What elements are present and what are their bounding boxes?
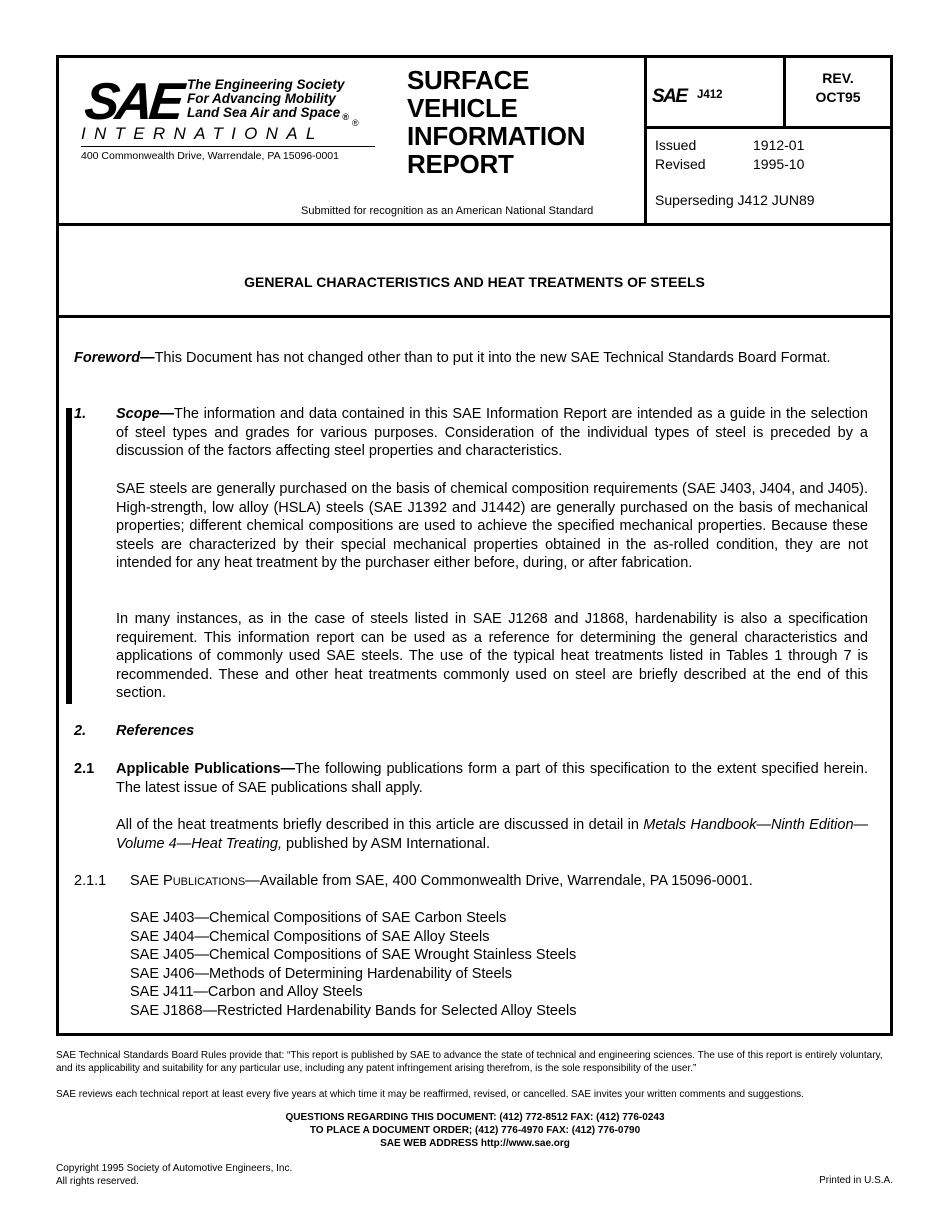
revised-label: Revised <box>655 156 706 172</box>
applicable-label: Applicable Publications— <box>116 761 296 777</box>
tagline-line-3: Land Sea Air and Space $_®$ <box>187 105 349 122</box>
sae-logo: SAE <box>81 73 183 131</box>
asm-text-start: All of the heat treatments briefly described in this article are discussed in detail in <box>116 817 644 833</box>
rights-line: All rights reserved. <box>56 1176 139 1187</box>
applicable-text: The following publications form a part of this specification to the extent specified herein. The latest issue of SAE publications shall apply. <box>116 761 868 796</box>
sae-pub-item: SAE J406—Methods of Determining Hardenability of Steels <box>130 965 513 982</box>
report-type-line-4: REPORT <box>407 149 514 179</box>
sae-pub-item: SAE J403—Chemical Compositions of SAE Carbon Steels <box>130 910 507 926</box>
sae-pubs-heading: SAE PUBLICATIONS—Available from SAE, 400 Commonwealth Drive, Warrendale, PA 15096-0001. <box>130 873 753 889</box>
tagline-line-1: The Engineering Society <box>187 77 345 92</box>
sae-small-logo: SAE <box>652 86 687 107</box>
sae-pub-item: SAE J405—Chemical Compositions of SAE Wrought Stainless Steels <box>130 947 577 964</box>
issued-value: 1912-01 <box>753 137 805 153</box>
scope-number: 1. <box>74 406 87 422</box>
sae-pubs-number: 2.1.1 <box>74 873 107 889</box>
scope-paragraph-1 <box>116 405 868 461</box>
foreword-text: This Document has not changed other than to put it into the new SAE Technical Standards Board Format. <box>154 350 831 366</box>
revision-box <box>786 69 890 107</box>
asm-handbook-title: Metals Handbook—Ninth Edition—Volume 4—Heat Treating, <box>116 817 869 852</box>
asm-text-end: published by ASM International. <box>282 835 490 852</box>
revised-value: 1995-10 <box>753 156 805 172</box>
document-title: GENERAL CHARACTERISTICS AND HEAT TREATMENTS OF STEELS <box>244 274 705 290</box>
web-address-line: SAE WEB ADDRESS http://www.sae.org <box>380 1138 570 1149</box>
report-type-line-2: VEHICLE <box>407 93 518 123</box>
copyright-line: Copyright 1995 Society of Automotive Engineers, Inc. <box>56 1163 293 1174</box>
document-frame <box>56 55 893 1036</box>
logo-tagline <box>187 78 349 124</box>
sae-pub-item: SAE J411—Carbon and Alloy Steels <box>130 984 363 1001</box>
header-divider <box>59 223 890 226</box>
report-type-line-3: INFORMATION <box>407 121 586 151</box>
scope-label: Scope— <box>116 406 175 422</box>
scope-text-1: The information and data contained in this SAE Information Report are intended as a guide in the selection of steel types and grades for various purposes. Consideration of the individual types of steel is preceded by a discussion of the factors affecting steel properties and characteristics. <box>116 406 868 460</box>
report-type-line-1: SURFACE <box>407 65 530 95</box>
document-number: J412 <box>697 89 723 101</box>
report-type <box>407 66 585 178</box>
foreword <box>74 349 868 368</box>
references-number: 2. <box>74 723 87 739</box>
applicable-paragraph <box>116 760 868 797</box>
tsb-rules-note: SAE Technical Standards Board Rules provide that: “This report is published by SAE to advance the state of technical and engineering sciences. The use of this report is entirely voluntary, and its applicability and suitability for any particular use, including any patent infringement arising therefrom, is the sole responsibility of the user.” <box>56 1050 883 1074</box>
asm-paragraph <box>116 816 868 853</box>
rev-value: OCT95 <box>815 89 861 105</box>
questions-line: QUESTIONS REGARDING THIS DOCUMENT: (412) 772-8512 FAX: (412) 776-0243 <box>285 1112 665 1123</box>
sae-pub-item: SAE J1868—Restricted Hardenability Bands for Selected Alloy Steels <box>130 1003 577 1019</box>
applicable-number: 2.1 <box>74 761 95 777</box>
review-note: SAE reviews each technical report at least every five years at which time it may be reaffirmed, revised, or cancelled. SAE invites your written comments and suggestions. <box>56 1089 804 1100</box>
international-registered-mark: ® <box>352 118 359 128</box>
submitted-note: Submitted for recognition as an American National Standard <box>301 205 594 217</box>
tagline-line-2: For Advancing Mobility <box>187 91 336 106</box>
foreword-label: Foreword— <box>74 350 155 366</box>
header-column-divider <box>644 58 647 226</box>
logo-rule <box>81 146 375 147</box>
scope-paragraph-3: In many instances, as in the case of steels listed in SAE J1268 and J1868, hardenability is also a specification requirement. This information report can be used as a reference for determining the general characteristics and applications of commonly used SAE steels. The use of the typical heat treatments listed in Tables 1 through 7 is recommended. These and other heat treatments commonly used on steel are briefly described at the end of this section. <box>116 611 868 702</box>
order-line: TO PLACE A DOCUMENT ORDER; (412) 776-4970 FAX: (412) 776-0790 <box>309 1125 641 1136</box>
printed-in: Printed in U.S.A. <box>819 1175 893 1186</box>
scope-paragraph-2: SAE steels are generally purchased on the basis of chemical composition requirements (SAE J403, J404, and J405). High-strength, low alloy (HSLA) steels (SAE J1392 and J1442) are generally purchased on the basis of mechanical properties; different chemical compositions are used to achieve the specified mechanical properties. Because these steels are characterized by their special mechanical properties obtained in the as-rolled condition, they are not intended for any heat treatment by the purchaser either before, during, or after fabrication. <box>116 481 868 572</box>
sae-address: 400 Commonwealth Drive, Warrendale, PA 15096-0001 <box>81 150 339 162</box>
registered-mark: ® <box>342 112 349 122</box>
references-heading: References <box>116 723 195 739</box>
sae-pub-item: SAE J404—Chemical Compositions of SAE Alloy Steels <box>130 928 490 945</box>
docnum-divider <box>644 126 890 129</box>
change-bar <box>66 408 72 704</box>
superseding-note: Superseding J412 JUN89 <box>655 192 815 208</box>
title-divider <box>59 315 890 318</box>
issued-label: Issued <box>655 137 697 153</box>
rev-label: REV. <box>822 70 854 86</box>
international-wordmark: INTERNATIONAL <box>81 124 324 143</box>
